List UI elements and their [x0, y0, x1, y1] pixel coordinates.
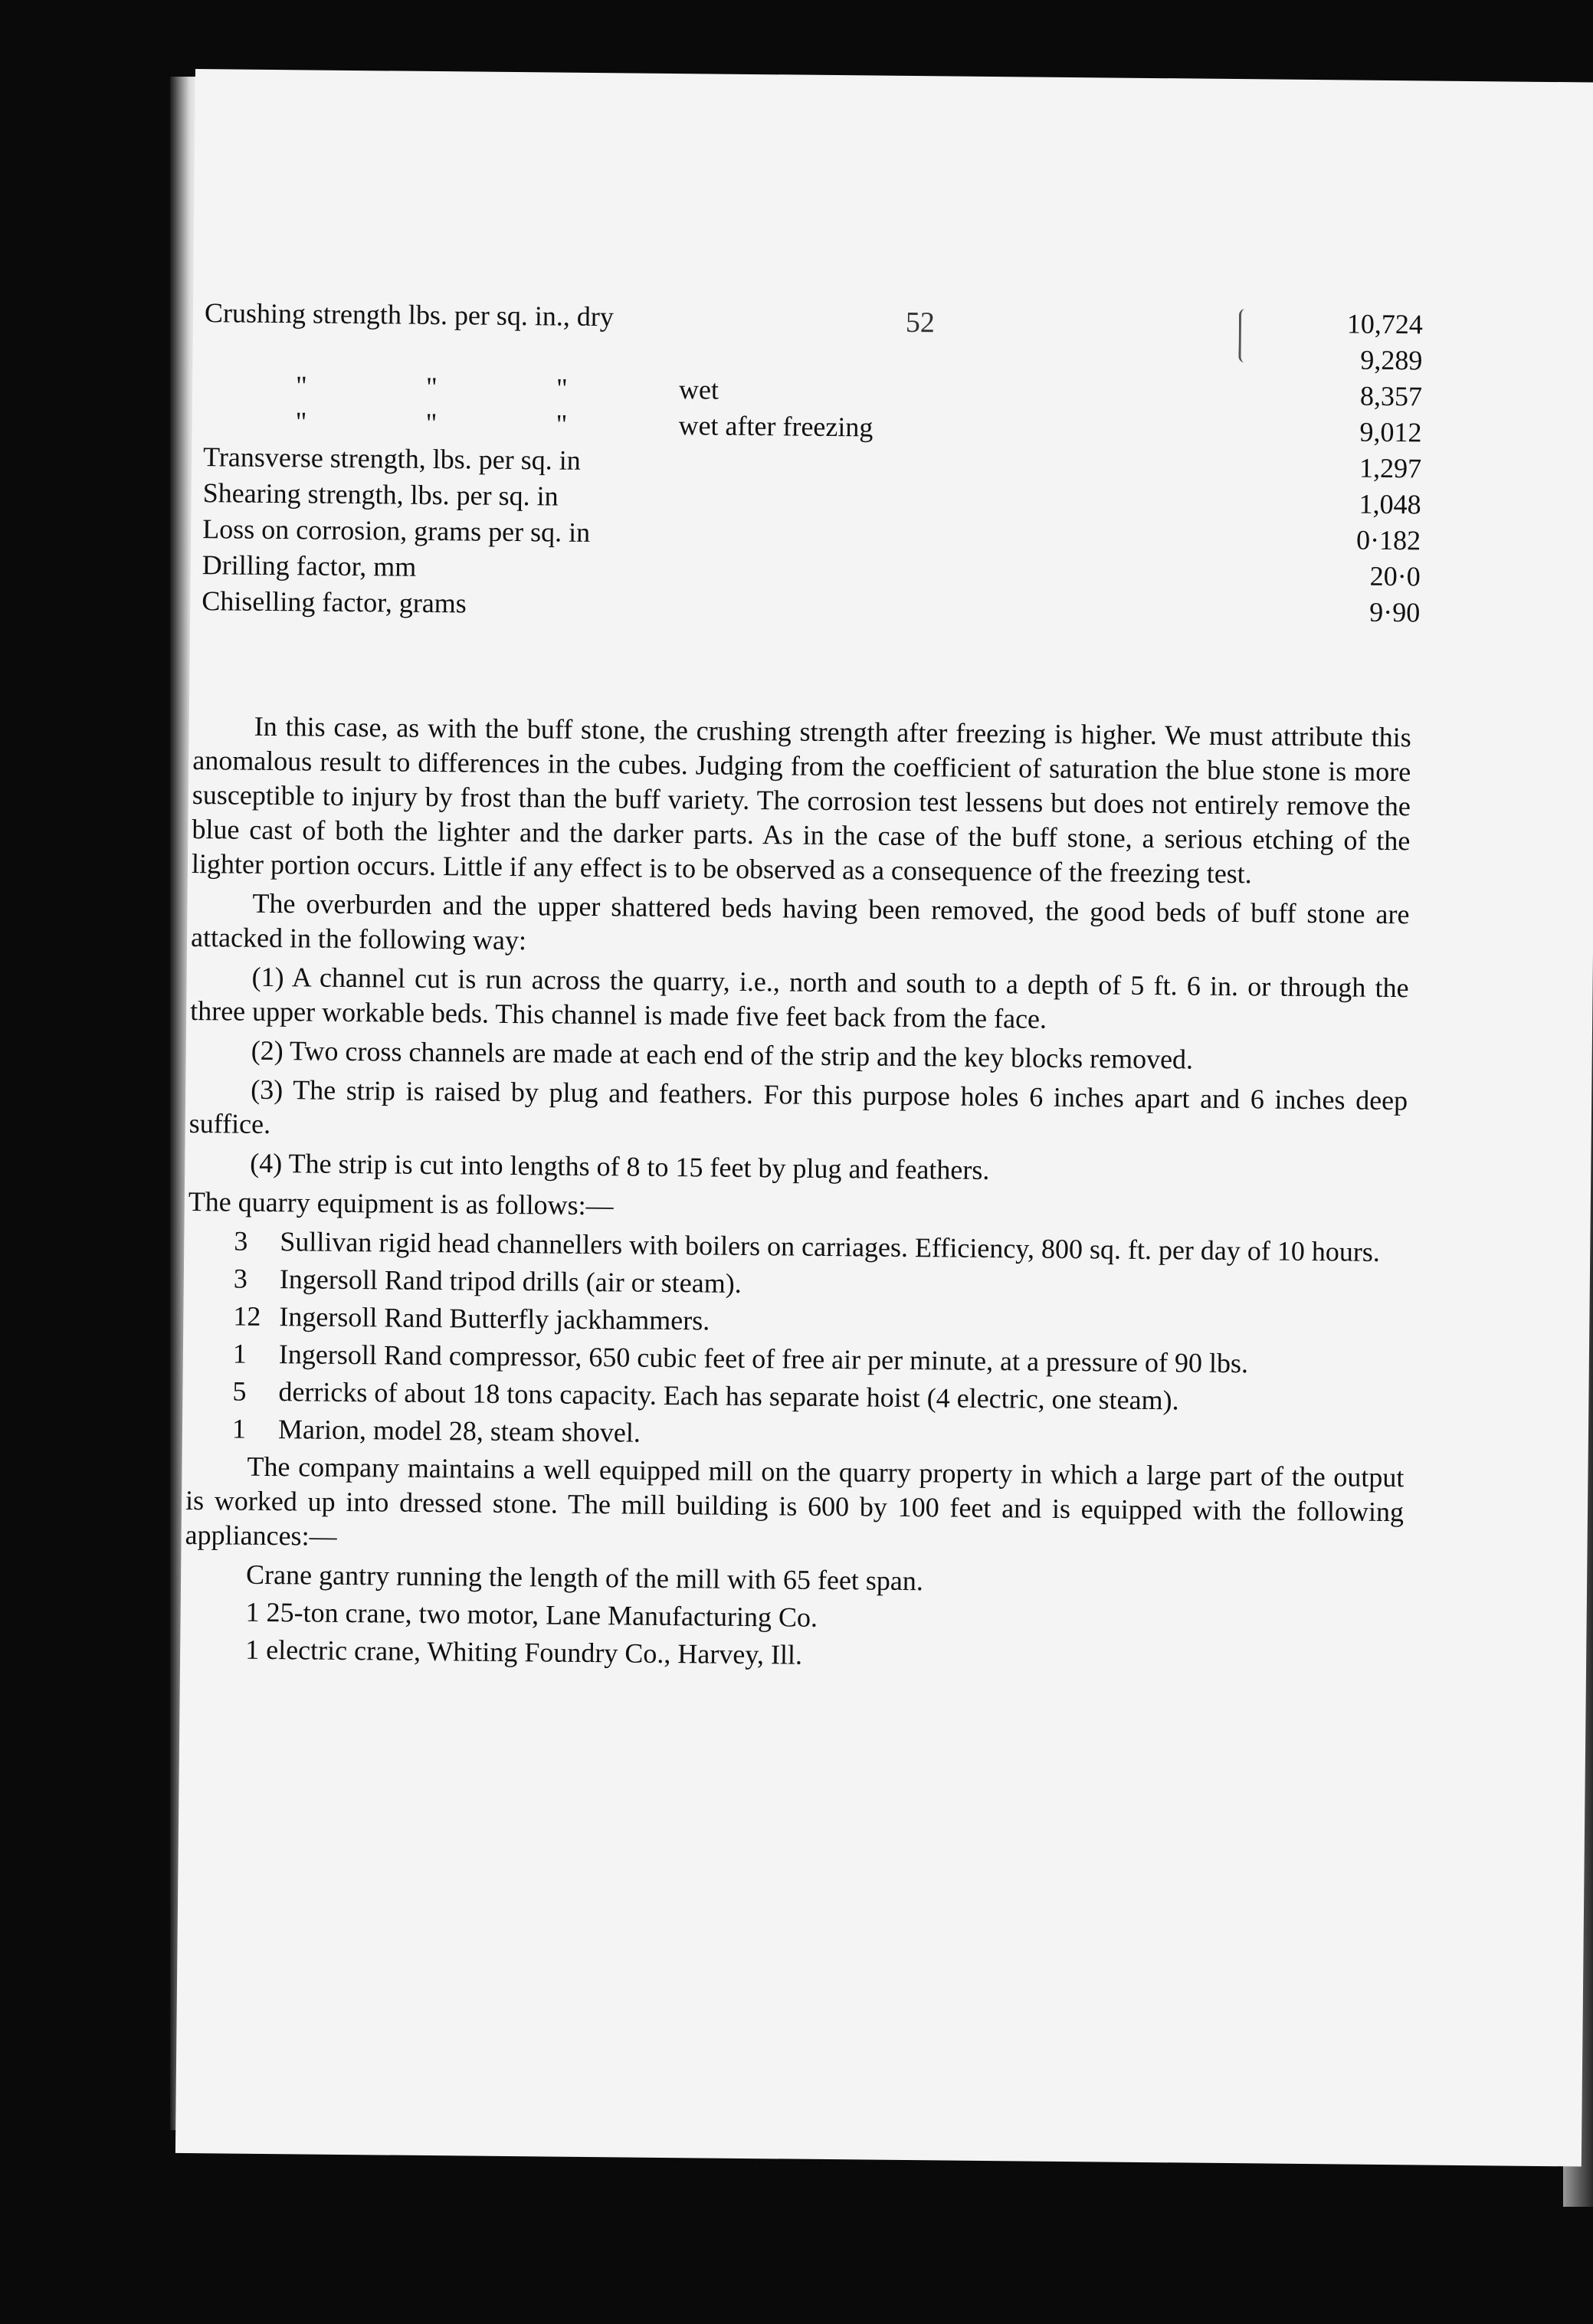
item-count: 12	[233, 1300, 261, 1332]
book-page	[175, 69, 1593, 2166]
paragraph: In this case, as with the buff stone, the crushing strength after freezing is higher. We must attribute this anomalous result to differences in the cubes. Judging from the coefficient of saturation the blue stone is more susceptible to injury by frost than the buff variety. The corrosion test lessens but does not entirely remove the blue cast of both the lighter and the darker parts. As in the case of the buff stone, a serious etching of the lighter portion occurs. Little if any effect is to be observed as a consequence of the freezing test.	[191, 710, 1411, 890]
page-number: 52	[905, 306, 936, 339]
body-text	[184, 709, 1411, 1681]
paragraph: (1) A channel cut is run across the quarry, i.e., north and south to a depth of 5 ft. 6 in. or through the three upper workable beds. This channel is made five feet back from the face.	[190, 961, 1409, 1034]
row-value: 1,297	[1359, 452, 1422, 484]
item-text: Ingersoll Rand tripod drills (air or steam).	[279, 1264, 742, 1299]
item-text: Marion, model 28, steam shovel.	[277, 1414, 641, 1448]
paragraph: (4) The strip is cut into lengths of 8 to 15 feet by plug and feathers.	[250, 1147, 990, 1186]
row-value: 10,724	[1346, 308, 1424, 340]
item-count: 3	[233, 1263, 248, 1294]
row-label: Transverse strength, lbs. per sq. in	[202, 441, 581, 476]
ditto-mark: "	[556, 372, 568, 404]
list-item: Crane gantry running the length of the mill with 65 feet span.	[245, 1559, 924, 1597]
row-value: 0·182	[1355, 524, 1421, 556]
item-count: 1	[231, 1413, 247, 1444]
ditto-mark: "	[295, 406, 307, 438]
paragraph: (2) Two cross channels are made at each end of the strip and the key blocks removed.	[251, 1034, 1194, 1075]
row-value: 9,289	[1360, 344, 1423, 376]
item-text: Sullivan rigid head channellers with boilers on carriages. Efficiency, 800 sq. ft. per day of 10 hours.	[280, 1226, 1381, 1267]
paragraph: The company maintains a well equipped mill on the quarry property in which a large part of the output is worked up into dressed stone. The mill building is 600 by 100 feet and is equipped with the following appliances:—	[185, 1450, 1405, 1552]
item-text: derricks of about 18 tons capacity. Each has separate hoist (4 electric, one steam).	[278, 1376, 1179, 1416]
ditto-mark: "	[425, 407, 438, 439]
item-text: Ingersoll Rand compressor, 650 cubic feet of free air per minute, at a pressure of 90 lbs.	[278, 1339, 1249, 1379]
row-label: wet after freezing	[678, 410, 874, 443]
row-label: wet	[678, 374, 719, 405]
row-value: 1,048	[1359, 488, 1421, 520]
list-item: 1 25-ton crane, two motor, Lane Manufacturing Co.	[245, 1596, 818, 1633]
bracket-mark	[1238, 309, 1249, 362]
paragraph: The overburden and the upper shattered beds having been removed, the good beds of buff stone are attacked in the following way:	[190, 887, 1410, 956]
row-label: Chiselling factor, grams	[202, 585, 467, 619]
row-label: Loss on corrosion, grams per sq. in	[202, 513, 591, 548]
row-label: Crushing strength lbs. per sq. in., dry	[204, 297, 615, 333]
row-value: 8,357	[1359, 380, 1423, 412]
ditto-mark: "	[556, 408, 568, 440]
row-value: 9,012	[1359, 416, 1422, 448]
paragraph: (3) The strip is raised by plug and feathers. For this purpose holes 6 inches apart and 6 inches deep suffice.	[188, 1073, 1408, 1140]
row-value: 20·0	[1369, 560, 1421, 592]
ditto-mark: "	[295, 370, 307, 402]
row-value: 9·90	[1369, 596, 1421, 628]
item-count: 5	[232, 1375, 247, 1407]
list-item: 1 electric crane, Whiting Foundry Co., Harvey, Ill.	[245, 1634, 803, 1670]
paragraph: The quarry equipment is as follows:—	[188, 1185, 614, 1221]
row-label: Drilling factor, mm	[202, 549, 417, 582]
row-label: Shearing strength, lbs. per sq. in	[202, 477, 559, 512]
item-text: Ingersoll Rand Butterfly jackhammers.	[279, 1301, 710, 1336]
item-count: 1	[232, 1338, 247, 1369]
item-count: 3	[234, 1225, 248, 1257]
ditto-mark: "	[425, 371, 438, 403]
